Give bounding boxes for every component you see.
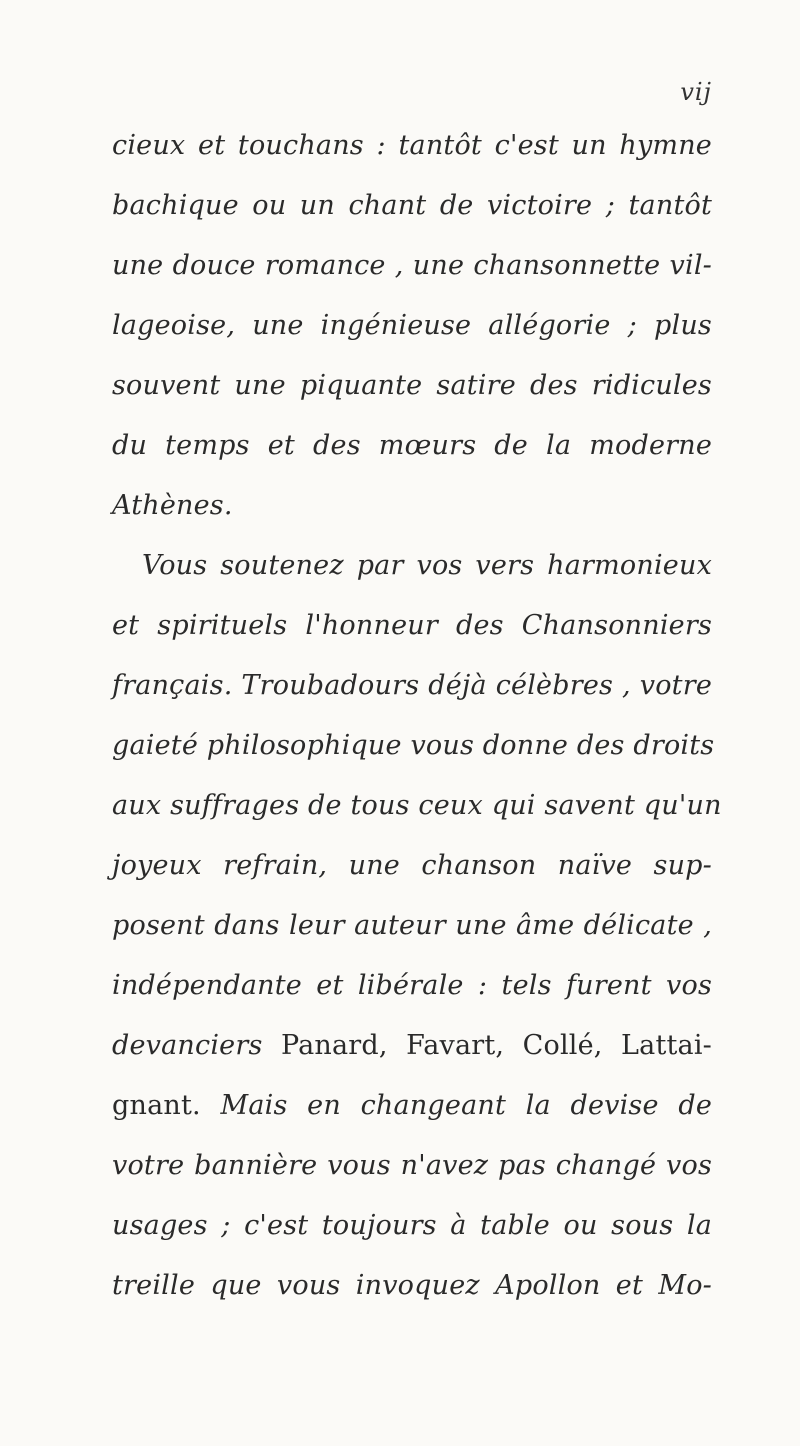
text-line: une douce romance , une chansonnette vil- (112, 250, 712, 281)
text-line: joyeux refrain, une chanson naïve sup- (112, 850, 712, 881)
text-line: du temps et des mœurs de la moderne (112, 430, 712, 461)
text-line: Athènes. (112, 490, 233, 521)
text-line: cieux et touchans : tantôt c'est un hymne (112, 130, 712, 161)
text-line: indépendante et libérale : tels furent vos (112, 970, 712, 1001)
text-line: votre bannière vous n'avez pas changé vos (112, 1150, 712, 1181)
text-line-mixed (112, 1076, 712, 1136)
paragraph-start-line: Vous soutenez par vos vers harmonieux (142, 550, 712, 581)
text-line: aux suffrages de tous ceux qui savent qu'un (112, 790, 722, 821)
page-number: vij (680, 78, 712, 106)
text-line: lageoise, une ingénieuse allégorie ; plus (112, 310, 712, 341)
italic-fragment: Mais en changeant la devise de (200, 1090, 712, 1121)
italic-fragment: devanciers (112, 1030, 263, 1061)
text-line: gaieté philosophique vous donne des droits (112, 730, 715, 761)
text-line: souvent une piquante satire des ridicules (112, 370, 712, 401)
text-line: posent dans leur auteur une âme délicate , (112, 910, 712, 941)
roman-fragment: gnant. (112, 1090, 201, 1121)
text-line: treille que vous invoquez Apollon et Mo- (112, 1270, 712, 1301)
body-text (112, 116, 722, 1316)
text-line-mixed (112, 1016, 712, 1076)
text-line: bachique ou un chant de victoire ; tantôt (112, 190, 712, 221)
text-line: usages ; c'est toujours à table ou sous la (112, 1210, 712, 1241)
text-line: français. Troubadours déjà célèbres , votre (112, 670, 712, 701)
text-line: et spirituels l'honneur des Chansonniers (112, 610, 712, 641)
roman-fragment: Panard, Favart, Collé, Lattai- (262, 1030, 712, 1061)
